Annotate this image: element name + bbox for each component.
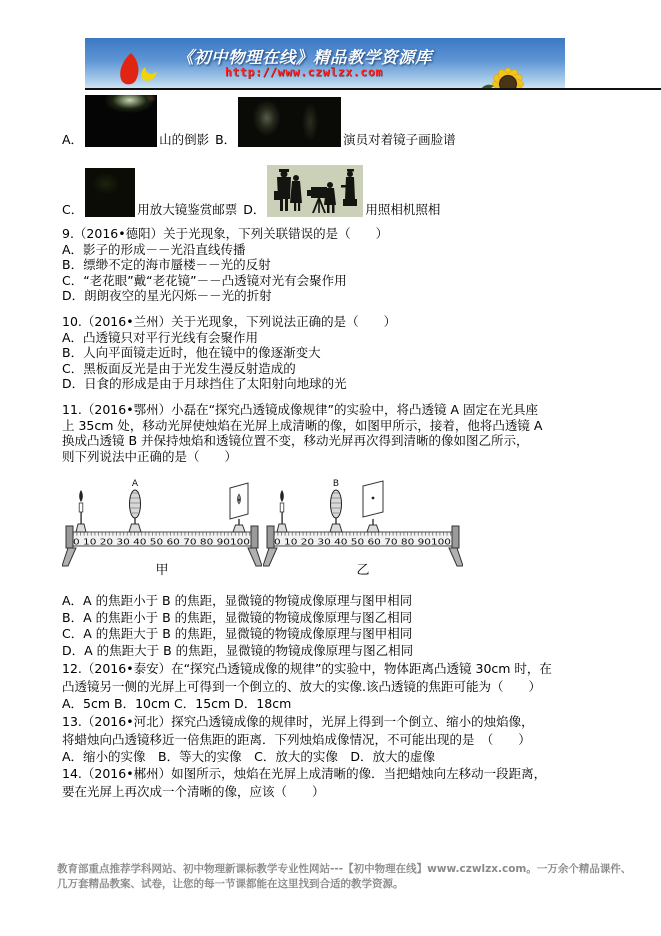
actor-mirror-photo bbox=[238, 97, 341, 147]
question-11-stem-line1: 11.（2016•鄂州）小磊在“探究凸透镜成像规律”的实验中，将凸透镜 A 固定在光具座 bbox=[62, 402, 539, 417]
option-letter-c: C． bbox=[62, 202, 84, 217]
question-13-options: A．缩小的实像 B．等大的实像 C．放大的实像 D．放大的虚像 bbox=[62, 749, 435, 765]
screen-jia bbox=[230, 483, 248, 532]
question-10-option-a: A．凸透镜只对平行光线有会聚作用 bbox=[62, 329, 259, 345]
question-11-option-a: A．A 的焦距小于 B 的焦距，显微镜的物镜成像原理与图甲相同 bbox=[62, 593, 413, 608]
picture-options-row-ab bbox=[62, 95, 456, 147]
question-11-stem-line3: 换成凸透镜 B 并保持烛焰和透镜位置不变，移动光屏再次得到清晰的像如图乙所示， bbox=[62, 433, 529, 449]
optical-bench-yi-diagram bbox=[263, 476, 463, 568]
camera-woodcut-image bbox=[267, 165, 363, 217]
question-9-option-d: D．朗朗夜空的星光闪烁－－光的折射 bbox=[62, 288, 272, 304]
footer-line2: 几万套精品教案、试卷，让您的每一节课都能在这里找到合适的教学资源。 bbox=[57, 878, 404, 890]
question-11-option-d: D．A 的焦距大于 B 的焦距，显微镜的物镜成像原理与图乙相同 bbox=[62, 642, 414, 658]
option-letter-b: B． bbox=[215, 132, 237, 147]
question-9-stem: 9.（2016•德阳）关于光现象，下列关联错误的是（ ） bbox=[62, 226, 389, 241]
site-logo-icon bbox=[115, 52, 167, 88]
banner-url: http://www.czwlzx.com bbox=[225, 65, 383, 79]
question-13-stem-line1: 13.（2016•河北）探究凸透镜成像的规律时，光屏上得到一个倒立、缩小的烛焰像， bbox=[62, 714, 534, 729]
question-10-option-b: B．人向平面镜走近时，他在镜中的像逐渐变大 bbox=[62, 345, 321, 361]
site-banner bbox=[85, 38, 565, 88]
picture-options-row-cd bbox=[62, 160, 440, 217]
question-10-option-c: C．黑板面反光是由于光发生漫反射造成的 bbox=[62, 360, 296, 376]
question-11-stem-line2: 上 35cm 处，移动光屏使烛焰在光屏上成清晰的像，如图甲所示，接着，他将凸透镜 A bbox=[62, 417, 543, 433]
question-9 bbox=[62, 226, 618, 304]
question-10-stem: 10.（2016•兰州）关于光现象，下列说法正确的是（ ） bbox=[62, 314, 397, 329]
option-caption-b: 演员对着镜子画脸谱 bbox=[343, 132, 456, 147]
convex-lens-b bbox=[330, 479, 342, 532]
question-11-option-b: B．A 的焦距小于 B 的焦距，显微镜的物镜成像原理与图乙相同 bbox=[62, 609, 413, 625]
question-12-stem-line2: 凸透镜另一侧的光屏上可得到一个倒立的、放大的实像.该凸透镜的焦距可能为（ ） bbox=[62, 678, 541, 694]
option-letter-a: A． bbox=[62, 132, 84, 147]
question-10-option-d: D．日食的形成是由于月球挡住了太阳射向地球的光 bbox=[62, 376, 347, 392]
optical-bench-jia-diagram bbox=[62, 476, 262, 568]
question-10 bbox=[62, 314, 618, 392]
lens-label-a: A bbox=[131, 479, 139, 489]
sunflower-icon bbox=[470, 52, 565, 88]
question-12-options: A．5cm B．10cm C．15cm D．18cm bbox=[62, 696, 292, 712]
diagram-label-yi: 乙 bbox=[356, 563, 370, 578]
question-14 bbox=[62, 765, 618, 800]
banner-title: 《初中物理在线》精品教学资源库 bbox=[177, 48, 432, 67]
option-caption-a: 山的倒影 bbox=[159, 132, 210, 147]
lens-label-b: B bbox=[332, 479, 340, 489]
question-13-stem-line2: 将蜡烛向凸透镜移近一倍焦距的距离．下列烛焰成像情况，不可能出现的是 （ ） bbox=[62, 731, 531, 747]
option-caption-d: 用照相机照相 bbox=[365, 202, 441, 217]
mountain-reflection-photo bbox=[85, 95, 157, 147]
question-9-option-c: C．“老花眼”戴“老花镜”－－凸透镜对光有会聚作用 bbox=[62, 272, 347, 288]
question-11-stem bbox=[62, 402, 618, 464]
site-footer bbox=[57, 862, 632, 892]
candle bbox=[277, 490, 287, 532]
question-11-stem-line4: 则下列说法中正确的是（ ） bbox=[62, 448, 238, 464]
question-13 bbox=[62, 713, 618, 766]
question-14-stem-line2: 要在光屏上再次成一个清晰的像，应该（ ） bbox=[62, 783, 325, 799]
candle bbox=[76, 490, 86, 532]
question-12 bbox=[62, 660, 618, 713]
option-caption-c: 用放大镜鉴赏邮票 bbox=[137, 202, 238, 217]
screen-yi bbox=[363, 481, 383, 532]
question-11-option-c: C．A 的焦距大于 B 的焦距，显微镜的物镜成像原理与图甲相同 bbox=[62, 626, 413, 642]
ruler-scale-jia: 0 10 20 30 40 50 60 70 80 90100 bbox=[73, 537, 250, 547]
question-11-options bbox=[62, 593, 618, 659]
diagram-label-jia: 甲 bbox=[155, 563, 169, 578]
question-9-option-a: A．影子的形成－－光沿直线传播 bbox=[62, 241, 246, 257]
option-letter-d: D． bbox=[243, 202, 266, 217]
ruler-scale-yi: 0 10 20 30 40 50 60 70 80 90100 bbox=[274, 537, 451, 547]
footer-line1: 教育部重点推荐学科网站、初中物理新课标教学专业性网站---【初中物理在线】www.czwlzx.com。一万余个精品课件、 bbox=[57, 863, 632, 875]
question-14-stem-line1: 14.（2016•郴州）如图所示，烛焰在光屏上成清晰的像．当把蜡烛向左移动一段距离， bbox=[62, 766, 547, 781]
question-9-option-b: B．缥缈不定的海市蜃楼－－光的反射 bbox=[62, 257, 271, 273]
question-12-stem-line1: 12.（2016•泰安）在“探究凸透镜成像的规律”的实验中，物体距离凸透镜 30cm 时，在 bbox=[62, 661, 552, 676]
stamp-photo bbox=[85, 168, 135, 217]
convex-lens-a bbox=[129, 479, 141, 532]
banner-divider-line bbox=[85, 88, 661, 90]
